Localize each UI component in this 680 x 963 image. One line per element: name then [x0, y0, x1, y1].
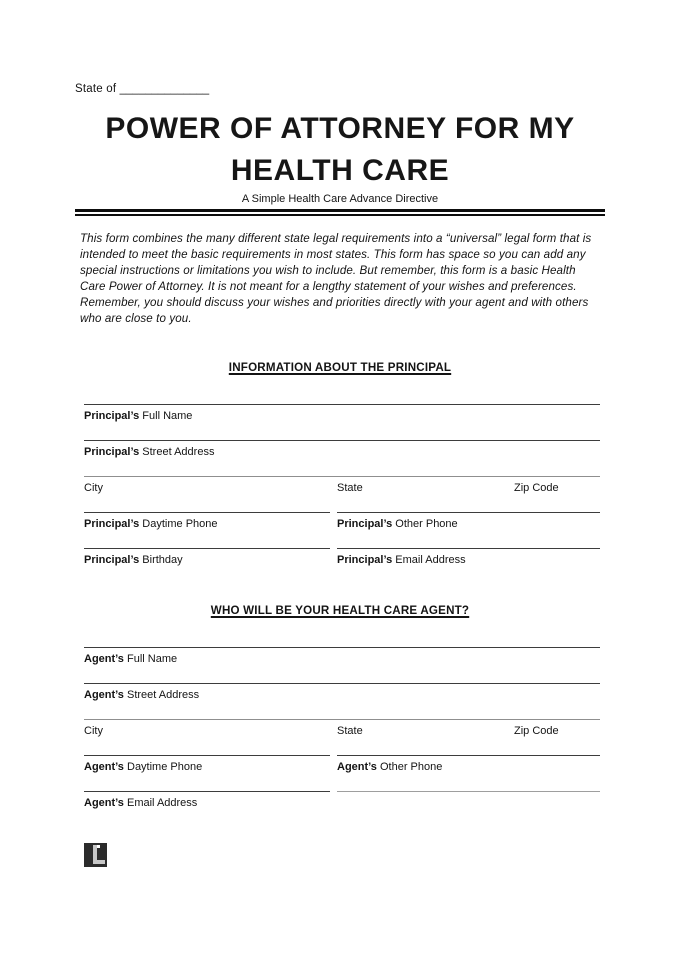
agent-street-address-row	[84, 683, 600, 702]
principal-street-address-field[interactable]	[84, 440, 600, 459]
city-label: City	[84, 725, 103, 737]
state-of-line	[75, 83, 680, 95]
field-label-bold: Agent’s	[84, 689, 124, 701]
principal-city-state-zip-field[interactable]	[84, 476, 600, 495]
state-of-label: State of	[75, 83, 120, 95]
principal-birthday-field[interactable]	[84, 548, 330, 567]
field-label-bold: Agent’s	[337, 761, 377, 773]
field-label: Daytime Phone	[123, 761, 203, 773]
field-label-bold: Principal’s	[84, 410, 140, 422]
agent-phones-row	[84, 755, 600, 774]
field-label-bold: Principal’s	[84, 518, 140, 530]
principal-daytime-phone-field[interactable]	[84, 512, 330, 531]
principal-form	[84, 404, 600, 567]
city-label: City	[84, 482, 103, 494]
state-of-blank-field[interactable]: ______________	[119, 83, 210, 95]
agent-street-address-field[interactable]	[84, 683, 600, 702]
zip-code-label: Zip Code	[514, 482, 559, 494]
agent-email-row	[84, 791, 600, 810]
principal-full-name-field[interactable]	[84, 404, 600, 423]
field-label-bold: Principal’s	[337, 554, 393, 566]
agent-email-address-field[interactable]	[84, 791, 330, 810]
agent-email-row-rule-extension	[337, 791, 600, 810]
state-label: State	[337, 725, 363, 737]
field-label: Birthday	[139, 554, 183, 566]
page-title: POWER OF ATTORNEY FOR MY HEALTH CARE	[105, 112, 575, 187]
field-label: Street Address	[123, 689, 200, 701]
field-label: Other Phone	[392, 518, 458, 530]
principal-full-name-row	[84, 404, 600, 423]
agent-daytime-phone-field[interactable]	[84, 755, 330, 774]
logo-notch	[97, 845, 100, 848]
field-label-bold: Principal’s	[84, 446, 140, 458]
field-label: Email Address	[123, 797, 198, 809]
zip-code-label: Zip Code	[514, 725, 559, 737]
principal-street-address-row	[84, 440, 600, 459]
field-label-bold: Agent’s	[84, 653, 124, 665]
field-label: Full Name	[123, 653, 178, 665]
principal-city-state-zip-row	[84, 476, 600, 495]
legaltemplates-logo-icon	[84, 843, 107, 867]
field-label: Email Address	[392, 554, 466, 566]
agent-form	[84, 647, 600, 810]
principal-section-heading: INFORMATION ABOUT THE PRINCIPAL	[228, 361, 452, 374]
principal-phones-row	[84, 512, 600, 531]
agent-city-state-zip-field[interactable]	[84, 719, 600, 738]
agent-other-phone-field[interactable]	[337, 755, 600, 774]
principal-birthday-email-row	[84, 548, 600, 567]
principal-email-address-field[interactable]	[337, 548, 600, 567]
field-label-bold: Agent’s	[84, 761, 124, 773]
intro-paragraph: This form combines the many different state legal requirements into a “universal” legal form that is intended to meet the basic requirements in most states. This form has space so you can add any special instructions or limitations you wish to include. But remember, this form is a basic Health Care Power of Attorney. It is not meant for a lengthy statement of your wishes and preferences. Remember, you should discuss your wishes and priorities directly with your agent and with others who are close to you.	[80, 232, 592, 325]
page-subtitle: A Simple Health Care Advance Directive	[241, 193, 439, 205]
agent-section-heading: WHO WILL BE YOUR HEALTH CARE AGENT?	[210, 604, 470, 617]
agent-city-state-zip-row	[84, 719, 600, 738]
field-label: Other Phone	[376, 761, 443, 773]
field-label: Daytime Phone	[139, 518, 218, 530]
agent-full-name-field[interactable]	[84, 647, 600, 666]
document-page	[0, 83, 680, 963]
agent-full-name-row	[84, 647, 600, 666]
logo-l-horizontal-bar	[93, 860, 105, 864]
state-label: State	[337, 482, 363, 494]
field-label-bold: Principal’s	[84, 554, 140, 566]
principal-other-phone-field[interactable]	[337, 512, 600, 531]
field-label: Full Name	[139, 410, 193, 422]
header-divider	[75, 209, 605, 216]
field-label-bold: Principal’s	[337, 518, 393, 530]
field-label-bold: Agent’s	[84, 797, 124, 809]
field-label: Street Address	[139, 446, 215, 458]
